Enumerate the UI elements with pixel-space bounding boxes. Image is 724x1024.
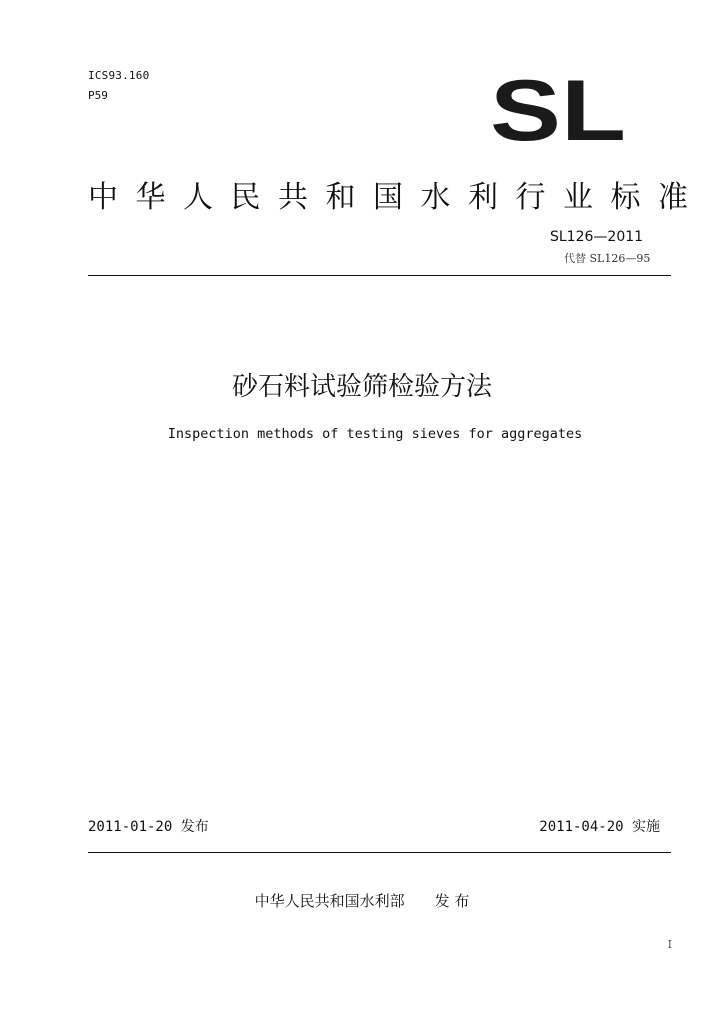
- issue-date: 2011-01-20 发布: [88, 819, 209, 835]
- implementation-date: 2011-04-20 实施: [539, 819, 660, 835]
- replaces-standard: 代替 SL126—95: [564, 252, 651, 265]
- document-title: 砂石料试验筛检验方法: [231, 372, 492, 402]
- ccs-code: P59: [88, 89, 108, 102]
- footer-divider: [88, 852, 671, 853]
- header-divider: [88, 275, 671, 276]
- standard-number: SL126—2011: [550, 229, 644, 245]
- issuer-line: [0, 890, 724, 911]
- page-number: I: [667, 938, 672, 951]
- document-title-english: Inspection methods of testing sieves for aggregates: [167, 426, 583, 442]
- standard-category-title: 中华人民共和国水利行业标准: [88, 180, 706, 215]
- ics-code: ICS93.160: [88, 69, 150, 82]
- svg-text:SL: SL: [490, 76, 626, 144]
- issuer-name: 中华人民共和国水利部: [254, 892, 405, 910]
- issuer-action: 发 布: [434, 892, 470, 910]
- sl-logo: [490, 76, 626, 144]
